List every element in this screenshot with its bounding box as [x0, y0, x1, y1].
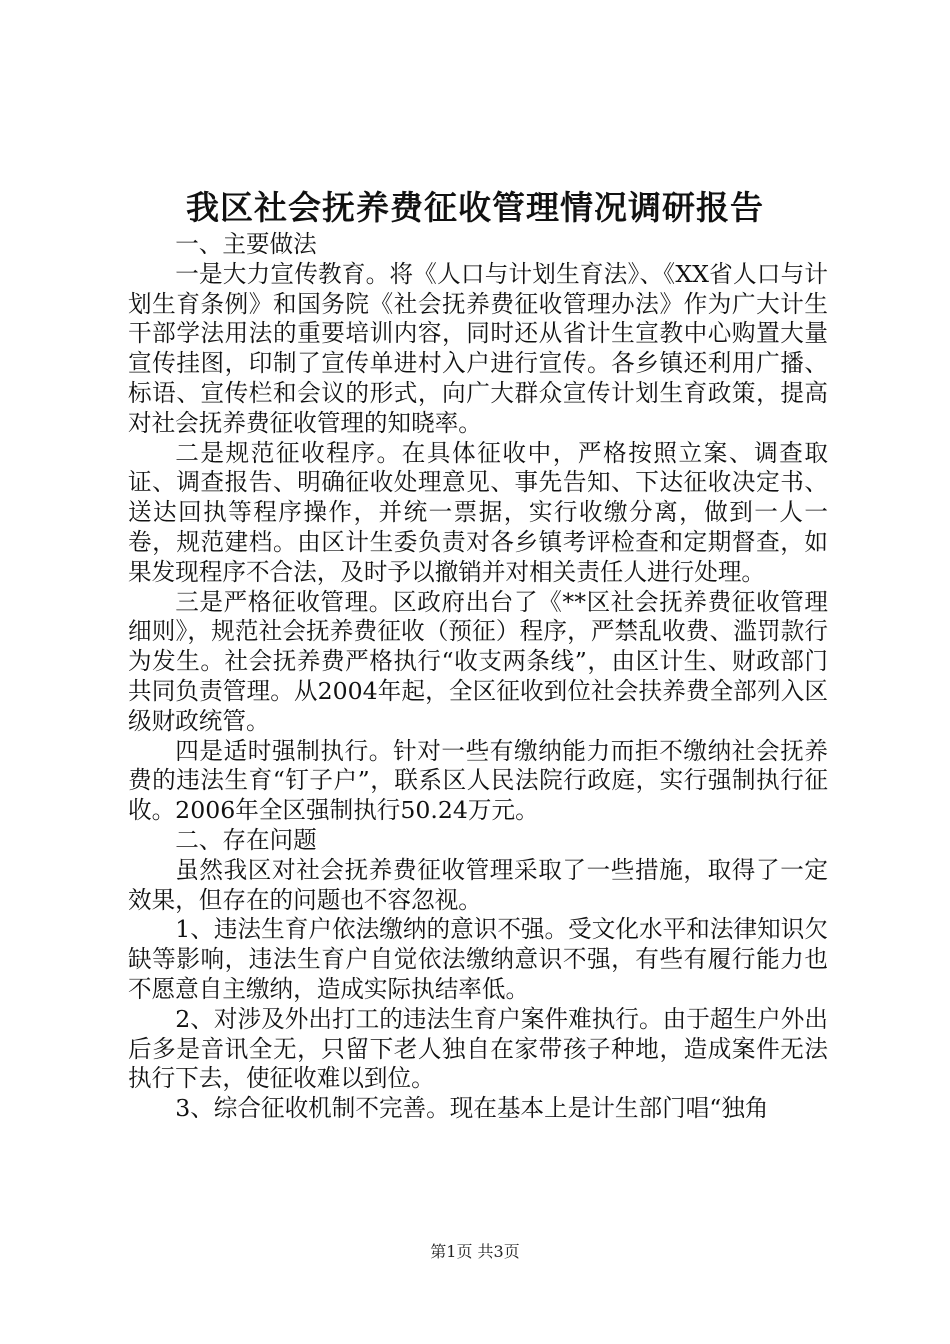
- paragraph-problems-intro: 虽然我区对社会抚养费征收管理采取了一些措施，取得了一定效果，但存在的问题也不容忽视。: [128, 855, 828, 914]
- document-body: [128, 230, 828, 1124]
- paragraph-problem-2: 2、对涉及外出打工的违法生育户案件难执行。由于超生户外出后多是音讯全无，只留下老人独自在家带孩子种地，造成案件无法执行下去，使征收难以到位。: [128, 1004, 828, 1093]
- paragraph-problem-1: 1、违法生育户依法缴纳的意识不强。受文化水平和法律知识欠缺等影响，违法生育户自觉依法缴纳意识不强，有些有履行能力也不愿意自主缴纳，造成实际执结率低。: [128, 915, 828, 1003]
- page-footer: 第1页 共3页: [430, 1242, 520, 1261]
- paragraph-procedure: 二是规范征收程序。在具体征收中，严格按照立案、调查取证、调查报告、明确征收处理意见、事先告知、下达征收决定书、送达回执等程序操作，并统一票据，实行收缴分离，做到一人一卷，规范建档。由区计生委负责对各乡镇考评检查和定期督查，如果发现程序不合法，及时予以撤销并对相关责任人进行处理。: [128, 438, 828, 586]
- paragraph-management: 三是严格征收管理。区政府出台了《**区社会抚养费征收管理细则》，规范社会抚养费征收（预征）程序，严禁乱收费、滥罚款行为发生。社会抚养费严格执行“收支两条线”，由区计生、财政部门共同负责管理。从2004年起，全区征收到位社会扶养费全部列入区级财政统管。: [128, 587, 828, 735]
- section-heading-problems: 二、存在问题: [175, 825, 317, 854]
- document-title: 我区社会抚养费征收管理情况调研报告: [186, 188, 764, 227]
- paragraph-publicity: 一是大力宣传教育。将《人口与计划生育法》、《XX省人口与计划生育条例》和国务院《社会抚养费征收管理办法》作为广大计生干部学法用法的重要培训内容，同时还从省计生宣教中心购置大量宣传挂图，印制了宣传单进村入户进行宣传。各乡镇还利用广播、标语、宣传栏和会议的形式，向广大群众宣传计划生育政策，提高对社会抚养费征收管理的知晓率。: [128, 259, 828, 437]
- paragraph-problem-3: 3、综合征收机制不完善。现在基本上是计生部门唱“独角: [175, 1094, 769, 1123]
- paragraph-enforcement: 四是适时强制执行。针对一些有缴纳能力而拒不缴纳社会抚养费的违法生育“钉子户”，联系区人民法院行政庭，实行强制执行征收。2006年全区强制执行50.24万元。: [128, 736, 828, 825]
- section-heading-main-practices: 一、主要做法: [175, 230, 317, 258]
